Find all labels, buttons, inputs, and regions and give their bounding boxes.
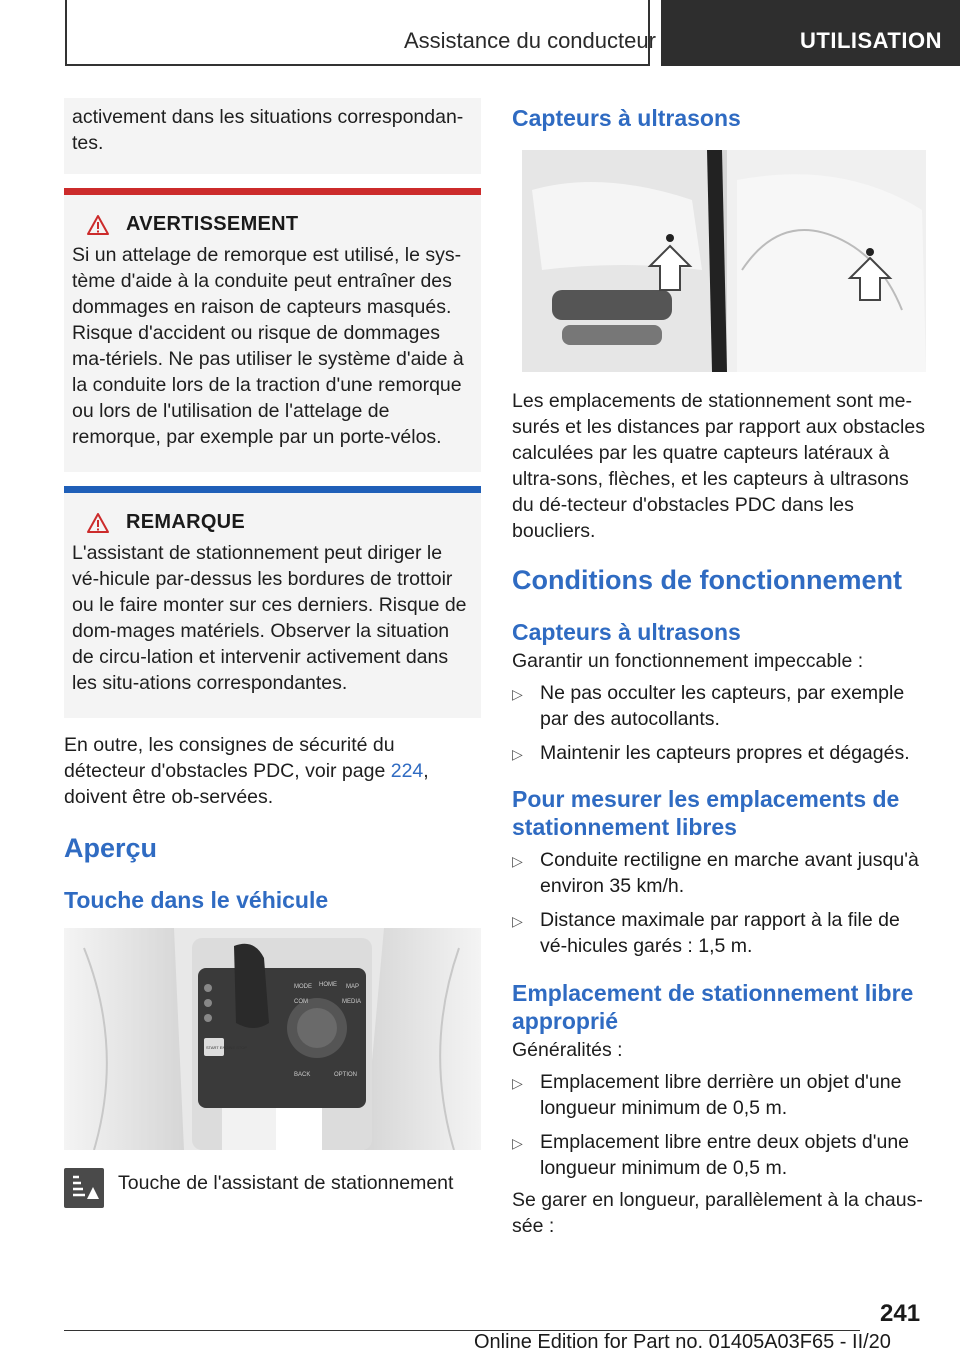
note-text: L'assistant de stationnement peut diriger le vé-hicule par-dessus les bordures de trottoir ou le faire monter sur ces derniers. Risque de dom-mages matériels. Observer la situation de circu-lation et intervenir activement dans les situ-ations correspondantes. bbox=[72, 542, 467, 694]
bullet-triangle-icon: ▷ bbox=[512, 746, 523, 762]
capteurs-text: Les emplacements de stationnement sont me-surés et les distances par rapport aux obstacles calculées par les quatre capteurs latéraux à ultra-sons, flèches, et les capteurs à ultrasons du dé-tecteur d'obstacles PDC dans les boucliers. bbox=[512, 390, 925, 542]
caption-row bbox=[64, 1168, 481, 1208]
heading-capteurs: Capteurs à ultrasons bbox=[512, 105, 741, 131]
header-section-label: UTILISATION bbox=[800, 28, 942, 53]
car-sensor-illustration bbox=[522, 150, 926, 372]
note-title: REMARQUE bbox=[126, 511, 246, 533]
bullet-triangle-icon: ▷ bbox=[512, 686, 523, 702]
car-sensor-photo bbox=[522, 150, 926, 372]
console-com-label: COM bbox=[294, 999, 308, 1005]
heading-emplacement: Emplacement de stationnement libre approprié bbox=[512, 980, 914, 1034]
note-box bbox=[64, 486, 481, 718]
garer-text: Se garer en longueur, parallèlement à la chaus-sée : bbox=[512, 1189, 923, 1237]
bullet-triangle-icon: ▷ bbox=[512, 853, 523, 869]
console-map-label: MAP bbox=[346, 984, 360, 990]
list-item: ▷ Ne pas occulter les capteurs, par exemple par des autocollants. bbox=[512, 682, 905, 730]
parking-assistant-icon bbox=[64, 1168, 104, 1208]
console-start-label: START ENGINE STOP bbox=[206, 1045, 248, 1050]
list-item: ▷ Emplacement libre derrière un objet d'une longueur minimum de 0,5 m. bbox=[512, 1071, 902, 1119]
warning-icon bbox=[86, 214, 110, 236]
heading-conditions: Conditions de fonctionnement bbox=[512, 565, 902, 595]
heading-mesurer: Pour mesurer les emplacements de stationnement libres bbox=[512, 786, 900, 840]
footer-edition: Online Edition for Part no. 01405A03F65 - II/20 bbox=[474, 1331, 891, 1353]
heading-touche: Touche dans le véhicule bbox=[64, 887, 329, 913]
list-item: ▷ Emplacement libre entre deux objets d'une longueur minimum de 0,5 m. bbox=[512, 1131, 910, 1179]
page-number: 241 bbox=[880, 1300, 921, 1327]
intro-box bbox=[64, 98, 481, 174]
generalites-text: Généralités : bbox=[512, 1039, 623, 1061]
list-item: ▷ Maintenir les capteurs propres et dégagés. bbox=[512, 740, 928, 767]
garantir-text: Garantir un fonctionnement impeccable : bbox=[512, 650, 864, 672]
console-mode-label: MODE bbox=[294, 984, 312, 990]
console-illustration bbox=[64, 928, 481, 1150]
note-header bbox=[72, 511, 473, 534]
caution-icon bbox=[86, 512, 110, 534]
caption-text: Touche de l'assistant de stationnement bbox=[118, 1172, 454, 1194]
warning-header bbox=[72, 213, 473, 236]
heading-apercu: Aperçu bbox=[64, 833, 158, 863]
bullet-triangle-icon: ▷ bbox=[512, 913, 523, 929]
console-back-label: BACK bbox=[294, 1072, 311, 1078]
console-photo bbox=[64, 928, 481, 1150]
bullet-triangle-icon: ▷ bbox=[512, 1075, 523, 1091]
warning-box bbox=[64, 188, 481, 472]
console-media-label: MEDIA bbox=[342, 999, 362, 1005]
list-item: ▷ Distance maximale par rapport à la file de vé-hicules garés : 1,5 m. bbox=[512, 909, 900, 957]
bullets-capteurs bbox=[512, 680, 928, 767]
right-column bbox=[512, 98, 928, 1239]
list-item: ▷ Conduite rectiligne en marche avant jusqu'à environ 35 km/h. bbox=[512, 849, 919, 897]
bullets-mesurer bbox=[512, 847, 928, 959]
left-column bbox=[64, 98, 481, 1208]
heading-capteurs-2: Capteurs à ultrasons bbox=[512, 619, 741, 645]
intro-text: activement dans les situations correspondan-tes. bbox=[72, 106, 464, 154]
console-home-label: HOME bbox=[319, 982, 337, 988]
warning-title: AVERTISSEMENT bbox=[126, 213, 299, 235]
header-title: Assistance du conducteur bbox=[404, 28, 656, 53]
pdc-paragraph: En outre, les consignes de sécurité du détecteur d'obstacles PDC, voir page 224, doivent être ob-servées. bbox=[64, 734, 429, 808]
console-option-label: OPTION bbox=[334, 1072, 358, 1078]
page-link-224[interactable]: 224 bbox=[390, 760, 424, 782]
bullet-triangle-icon: ▷ bbox=[512, 1135, 523, 1151]
warning-text: Si un attelage de remorque est utilisé, le sys-tème d'aide à la conduite peut entraîner des dommages en raison de capteurs masqués. Risque d'accident ou risque de dommages ma-tériels. Ne pas utiliser le système d'aide à la conduite lors de la traction d'une remorque ou lors de l'utilisation de l'attelage de remorque, par exemple par un porte-vélos. bbox=[72, 244, 464, 448]
bullets-emplacement bbox=[512, 1069, 928, 1181]
